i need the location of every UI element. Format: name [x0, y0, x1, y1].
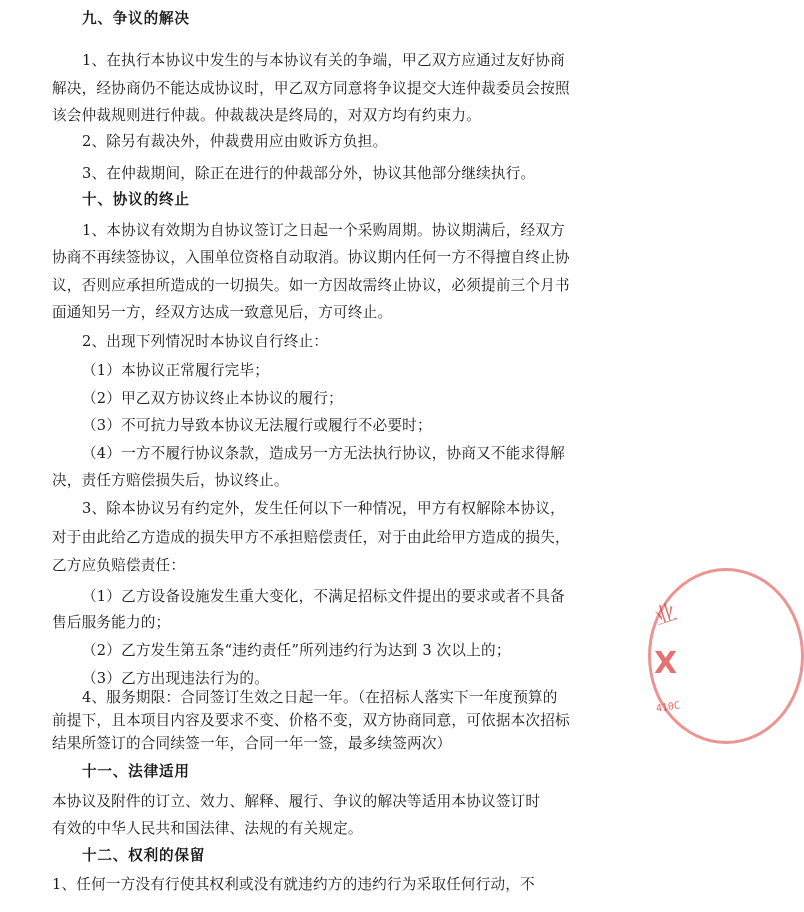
paragraph-line: 售后服务能力的；: [52, 614, 171, 631]
paragraph-line: 结果所签订的合同续签一年，合同一年一签，最多续签两次）: [52, 735, 452, 752]
paragraph-line: 决，责任方赔偿损失后，协议终止。: [52, 472, 289, 489]
paragraph-line: 议，否则应承担所造成的一切损失。如一方因故需终止协议，必须提前三个月书: [52, 277, 570, 294]
list-item: （2）乙方发生第五条“违约责任”所列违约行为达到 3 次以上的；: [82, 642, 511, 659]
paragraph-line: 面通知另一方，经双方达成一致意见后，方可终止。: [52, 304, 393, 321]
section-heading-10: 十、协议的终止: [82, 191, 190, 208]
red-seal-stamp: [648, 568, 696, 738]
list-item: （3）乙方出现违法行为的。: [82, 670, 270, 687]
seal-number: 410C: [655, 700, 681, 715]
paragraph-line: 1、在执行本协议中发生的与本协议有关的争端，甲乙双方应通过友好协商: [82, 52, 565, 69]
list-item: （1）乙方设备设施发生重大变化，不满足招标文件提出的要求或者不具备: [82, 588, 565, 605]
paragraph-line: 2、出现下列情况时本协议自行终止：: [82, 333, 329, 350]
paragraph-line: 该会仲裁规则进行仲裁。仲裁裁决是终局的，对双方均有约束力。: [52, 107, 482, 124]
list-item: （3）不可抗力导致本协议无法履行或履行不必要时；: [82, 417, 432, 434]
paragraph-line: 2、除另有裁决外，仲裁费用应由败诉方负担。: [82, 133, 388, 150]
paragraph-line: 1、任何一方没有行使其权利或没有就违约方的违约行为采取任何行动，不: [52, 876, 535, 893]
section-heading-11: 十一、法律适用: [82, 763, 190, 780]
list-item: （2）甲乙双方协议终止本协议的履行；: [82, 390, 343, 407]
seal-text-mid: X: [654, 646, 678, 681]
paragraph-line: 解决，经协商仍不能达成协议时，甲乙双方同意将争议提交大连仲裁委员会按照: [52, 80, 570, 97]
paragraph-line: 乙方应负赔偿责任：: [52, 557, 186, 574]
list-item: （1）本协议正常履行完毕；: [82, 362, 270, 379]
paragraph-line: 前提下，且本项目内容及要求不变、价格不变，双方协商同意，可依据本次招标: [52, 712, 570, 729]
seal-text-top: 业: [651, 600, 680, 631]
paragraph-line: 3、在仲裁期间，除正在进行的仲裁部分外，协议其他部分继续执行。: [82, 165, 536, 182]
paragraph-line: 3、除本协议另有约定外，发生任何以下一种情况，甲方有权解除本协议，: [82, 500, 565, 517]
paragraph-line: 协商不再续签协议，入围单位资格自动取消。协议期内任何一方不得擅自终止协: [52, 249, 570, 266]
paragraph-line: 对于由此给乙方造成的损失甲方不承担赔偿责任，对于由此给甲方造成的损失，: [52, 529, 570, 546]
section-heading-12: 十二、权利的保留: [82, 847, 206, 864]
paragraph-line: 本协议及附件的订立、效力、解释、履行、争议的解决等适用本协议签订时: [52, 793, 541, 810]
list-item: （4）一方不履行协议条款，造成另一方无法执行协议，协商又不能求得解: [82, 445, 565, 462]
paragraph-line: 1、本协议有效期为自协议签订之日起一个采购周期。协议期满后，经双方: [82, 222, 565, 239]
paragraph-line: 有效的中华人民共和国法律、法规的有关规定。: [52, 820, 363, 837]
paragraph-line: 4、服务期限：合同签订生效之日起一年。（在招标人落实下一年度预算的: [82, 689, 558, 706]
section-heading-9: 九、争议的解决: [82, 10, 190, 27]
